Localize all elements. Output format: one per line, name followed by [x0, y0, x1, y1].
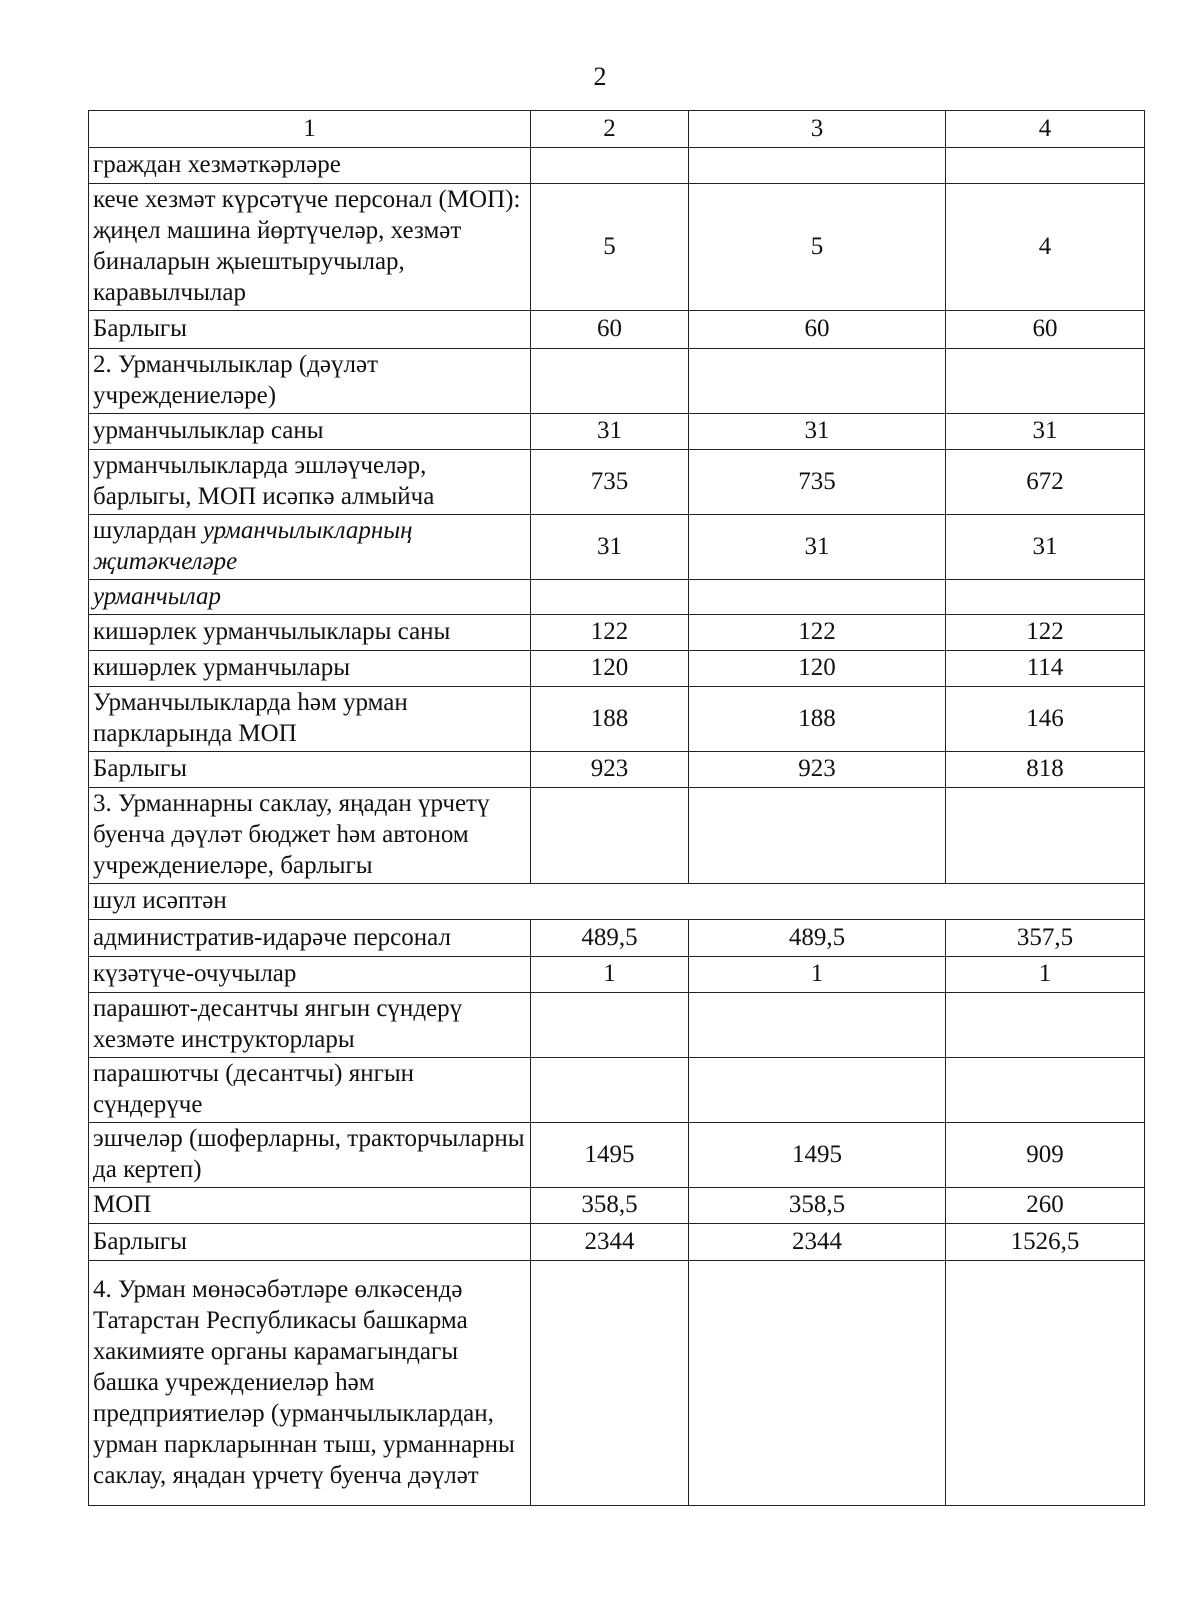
row-label: кишәрлек урманчылыклары саны — [89, 615, 531, 651]
cell-col3: 5 — [689, 184, 946, 311]
row-label-prefix: шулардан — [93, 517, 203, 544]
page-number: 2 — [593, 62, 607, 91]
cell-col4 — [946, 1261, 1145, 1506]
cell-col3 — [689, 1058, 946, 1123]
table-header-row — [89, 111, 1145, 148]
cell-col3: 489,5 — [689, 920, 946, 957]
row-label: кишәрлек урманчылары — [89, 651, 531, 687]
table-row — [89, 1224, 1145, 1261]
cell-col4: 1 — [946, 957, 1145, 993]
cell-col3: 2344 — [689, 1224, 946, 1261]
cell-col4: 909 — [946, 1123, 1145, 1188]
cell-col3: 122 — [689, 615, 946, 651]
cell-col2: 923 — [531, 752, 689, 788]
row-label: граждан хезмәткәрләре — [89, 148, 531, 184]
cell-col2 — [531, 580, 689, 615]
cell-col4: 357,5 — [946, 920, 1145, 957]
row-label-italic: урманчылыкларның җитәкчеләре — [93, 517, 413, 575]
cell-col4: 146 — [946, 687, 1145, 752]
cell-col3 — [689, 993, 946, 1058]
table-row — [89, 1123, 1145, 1188]
cell-col3: 31 — [689, 414, 946, 450]
row-label: Урманчылыкларда һәм урман паркларында МОП — [89, 687, 531, 752]
cell-col4: 672 — [946, 450, 1145, 515]
table-row — [89, 148, 1145, 184]
row-label: урманчылыклар саны — [89, 414, 531, 450]
cell-col4 — [946, 993, 1145, 1058]
cell-col2: 1495 — [531, 1123, 689, 1188]
cell-col3: 923 — [689, 752, 946, 788]
table-row — [89, 1058, 1145, 1123]
table-row — [89, 687, 1145, 752]
cell-col2: 188 — [531, 687, 689, 752]
table-row — [89, 1188, 1145, 1224]
cell-col2 — [531, 788, 689, 884]
table-row — [89, 957, 1145, 993]
cell-col4: 260 — [946, 1188, 1145, 1224]
table-row — [89, 450, 1145, 515]
table-row — [89, 884, 1145, 920]
row-label: Барлыгы — [89, 1224, 531, 1261]
cell-col4 — [946, 580, 1145, 615]
cell-col4 — [946, 148, 1145, 184]
row-label: урманчылыкларда эшләүчеләр, барлыгы, МОП исәпкә алмыйча — [89, 450, 531, 515]
cell-col4 — [946, 1058, 1145, 1123]
cell-col2: 1 — [531, 957, 689, 993]
row-label: кече хезмәт күрсәтүче персонал (МОП): җиңел машина йөртүчеләр, хезмәт биналарын җыештыручылар, каравылчылар — [89, 184, 531, 311]
table-row — [89, 993, 1145, 1058]
cell-col3 — [689, 788, 946, 884]
row-label: 2. Урманчылыклар (дәүләт учреждениеләре) — [89, 349, 531, 414]
cell-col2 — [531, 349, 689, 414]
cell-col3: 31 — [689, 515, 946, 580]
table-row — [89, 651, 1145, 687]
table-row — [89, 184, 1145, 311]
cell-col2 — [531, 993, 689, 1058]
cell-col3: 1 — [689, 957, 946, 993]
table-row — [89, 515, 1145, 580]
table-row — [89, 788, 1145, 884]
cell-col4: 4 — [946, 184, 1145, 311]
cell-col4: 1526,5 — [946, 1224, 1145, 1261]
row-label: Барлыгы — [89, 311, 531, 349]
cell-col2: 31 — [531, 515, 689, 580]
row-label: эшчеләр (шоферларны, тракторчыларны да кертеп) — [89, 1123, 531, 1188]
cell-col3: 120 — [689, 651, 946, 687]
table-row — [89, 920, 1145, 957]
cell-col3 — [689, 349, 946, 414]
row-label: күзәтүче-очучылар — [89, 957, 531, 993]
cell-col2: 489,5 — [531, 920, 689, 957]
cell-col2: 735 — [531, 450, 689, 515]
column-header-4: 4 — [946, 111, 1145, 148]
data-table — [88, 110, 1145, 1506]
cell-col3: 60 — [689, 311, 946, 349]
cell-col4: 60 — [946, 311, 1145, 349]
row-label — [89, 515, 531, 580]
row-label: урманчылар — [89, 580, 531, 615]
cell-col2 — [531, 1261, 689, 1506]
row-label: шул исәптән — [89, 884, 1145, 920]
cell-col4: 31 — [946, 414, 1145, 450]
table-row — [89, 615, 1145, 651]
cell-col2: 122 — [531, 615, 689, 651]
cell-col3 — [689, 580, 946, 615]
cell-col3 — [689, 1261, 946, 1506]
table-row — [89, 414, 1145, 450]
row-label: парашют-десантчы янгын сүндерү хезмәте инструкторлары — [89, 993, 531, 1058]
cell-col4 — [946, 788, 1145, 884]
row-label: 4. Урман мөнәсәбәтләре өлкәсендә Татарстан Республикасы башкарма хакимияте органы карамагындагы башка учреждениеләр һәм предприятиеләр (урманчылыклардан, урман паркларыннан тыш, урманнарны саклау, яңадан үрчетү буенча дәүләт — [89, 1261, 531, 1506]
cell-col2: 60 — [531, 311, 689, 349]
row-label: административ-идарәче персонал — [89, 920, 531, 957]
cell-col2 — [531, 1058, 689, 1123]
cell-col4: 114 — [946, 651, 1145, 687]
cell-col3 — [689, 148, 946, 184]
cell-col2: 5 — [531, 184, 689, 311]
column-header-1: 1 — [89, 111, 531, 148]
cell-col4: 31 — [946, 515, 1145, 580]
cell-col2: 358,5 — [531, 1188, 689, 1224]
table-row — [89, 1261, 1145, 1506]
cell-col2: 31 — [531, 414, 689, 450]
cell-col2: 120 — [531, 651, 689, 687]
cell-col3: 358,5 — [689, 1188, 946, 1224]
cell-col3: 1495 — [689, 1123, 946, 1188]
cell-col3: 188 — [689, 687, 946, 752]
table-row — [89, 311, 1145, 349]
cell-col3: 735 — [689, 450, 946, 515]
row-label: парашютчы (десантчы) янгын сүндерүче — [89, 1058, 531, 1123]
table-row — [89, 349, 1145, 414]
row-label: Барлыгы — [89, 752, 531, 788]
column-header-3: 3 — [689, 111, 946, 148]
table-row — [89, 580, 1145, 615]
cell-col4 — [946, 349, 1145, 414]
row-label: МОП — [89, 1188, 531, 1224]
cell-col4: 818 — [946, 752, 1145, 788]
cell-col2: 2344 — [531, 1224, 689, 1261]
cell-col2 — [531, 148, 689, 184]
row-label: 3. Урманнарны саклау, яңадан үрчетү буенча дәүләт бюджет һәм автоном учреждениеләре, барлыгы — [89, 788, 531, 884]
cell-col4: 122 — [946, 615, 1145, 651]
column-header-2: 2 — [531, 111, 689, 148]
table-row — [89, 752, 1145, 788]
